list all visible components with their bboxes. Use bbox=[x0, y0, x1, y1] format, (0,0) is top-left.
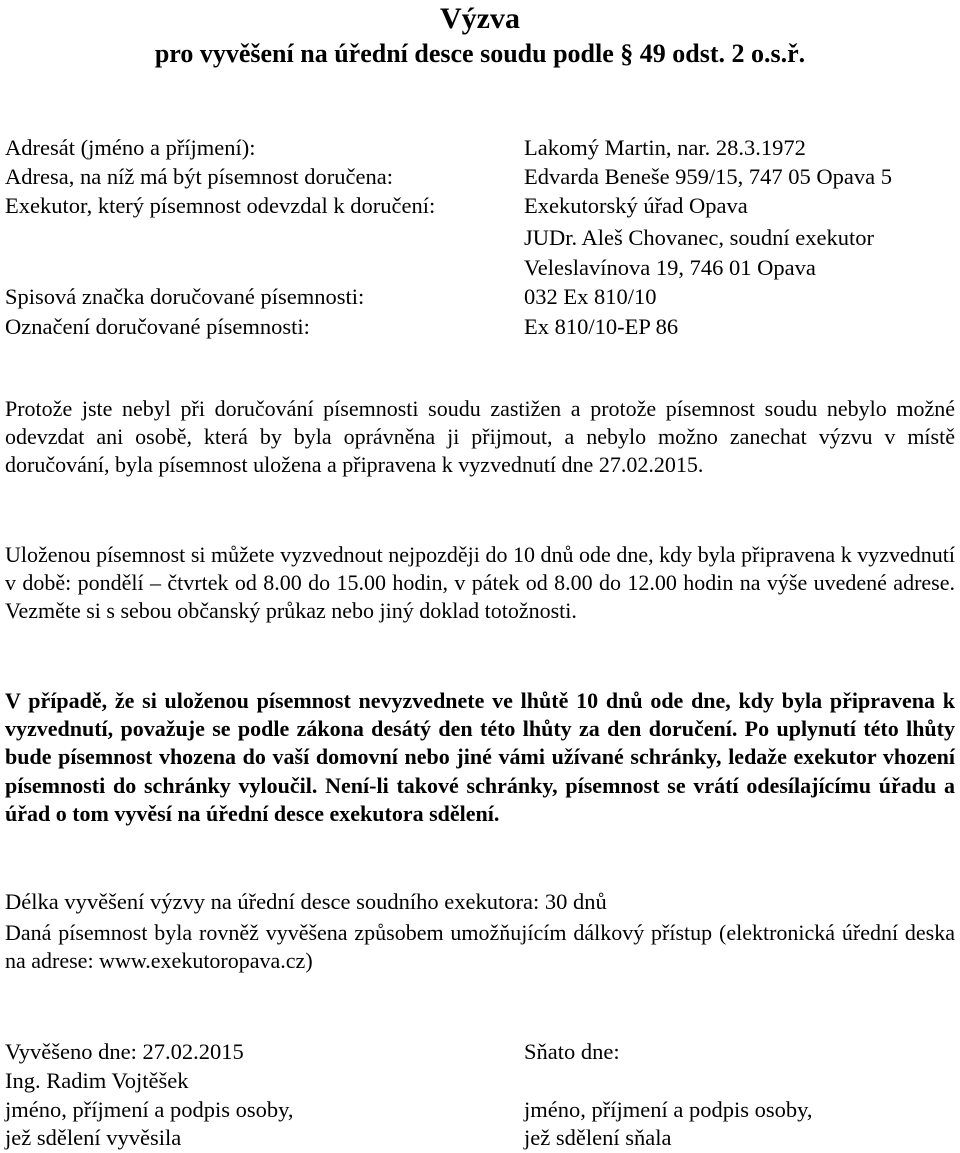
executor-name: JUDr. Aleš Chovanec, soudní exekutor bbox=[524, 225, 874, 250]
document-value: Ex 810/10-EP 86 bbox=[524, 314, 679, 339]
paragraph-pickup: Uloženou písemnost si můžete vyzvednout nejpozději do 10 dnů ode dne, kdy byla připravena k vyzvednutí v době: pondělí – čtvrtek od 8.00 do 15.00 hodin, v pátek od 8.00 do 12.00 hodin na výše uvedené adrese. Vezměte si s sebou občanský průkaz nebo jiný doklad totožnosti. bbox=[5, 542, 955, 624]
removed-by-caption-2: jež sdělení sňala bbox=[524, 1125, 672, 1150]
executor-office: Exekutorský úřad Opava bbox=[524, 193, 748, 218]
executor-address: Veleslavínova 19, 746 01 Opava bbox=[524, 255, 816, 280]
paragraph-notice: Protože jste nebyl při doručování písemnosti soudu zastižen a protože písemnost soudu nebylo možné odevzdat ani osobě, která by byla oprávněna ji přijmout, a nebylo možno zanechat výzvu v místě doručování, byla písemnost uložena a připravena k vyzvednutí dne 27.02.2015. bbox=[5, 396, 955, 478]
removed-by-caption-1: jméno, příjmení a podpis osoby, bbox=[524, 1097, 813, 1122]
document-subtitle: pro vyvěšení na úřední desce soudu podle § 49 odst. 2 o.s.ř. bbox=[154, 39, 806, 68]
posted-by-caption-1: jméno, příjmení a podpis osoby, bbox=[5, 1097, 294, 1122]
paragraph-consequence: V případě, že si uloženou písemnost nevyzvednete ve lhůtě 10 dnů ode dne, kdy byla připravena k vyzvednutí, považuje se podle zákona desátý den této lhůty za den doručení. Po uplynutí této lhůty bude písemnost vhozena do vaší domovní nebo jiné vámi užívané schránky, ledaže exekutor vhození písemnosti do schránky vyloučil. Není-li takové schránky, písemnost se vrátí odesílajícímu úřadu a úřad o tom vyvěsí na úřední desce exekutora sdělení. bbox=[5, 688, 955, 826]
posting-duration: Délka vyvěšení výzvy na úřední desce soudního exekutora: 30 dnů bbox=[5, 889, 607, 914]
file-mark-value: 032 Ex 810/10 bbox=[524, 284, 657, 309]
posted-date: Vyvěšeno dne: 27.02.2015 bbox=[5, 1039, 244, 1064]
address-value: Edvarda Beneše 959/15, 747 05 Opava 5 bbox=[524, 164, 893, 189]
address-label: Adresa, na níž má být písemnost doručena: bbox=[5, 164, 394, 189]
addressee-label: Adresát (jméno a příjmení): bbox=[5, 135, 256, 160]
posted-by-name: Ing. Radim Vojtěšek bbox=[5, 1068, 189, 1093]
document-label: Označení doručované písemnosti: bbox=[5, 314, 310, 339]
document-title: Výzva bbox=[440, 2, 520, 35]
paragraph-electronic-board: Daná písemnost byla rovněž vyvěšena způsobem umožňujícím dálkový přístup (elektronická úřední deska na adrese: www.exekutoropava.cz) bbox=[5, 920, 955, 974]
posted-by-caption-2: jež sdělení vyvěsila bbox=[5, 1125, 182, 1150]
addressee-value: Lakomý Martin, nar. 28.3.1972 bbox=[524, 135, 806, 160]
file-mark-label: Spisová značka doručované písemnosti: bbox=[5, 284, 365, 309]
executor-label: Exekutor, který písemnost odevzdal k doručení: bbox=[5, 193, 436, 218]
removed-date: Sňato dne: bbox=[524, 1039, 620, 1064]
